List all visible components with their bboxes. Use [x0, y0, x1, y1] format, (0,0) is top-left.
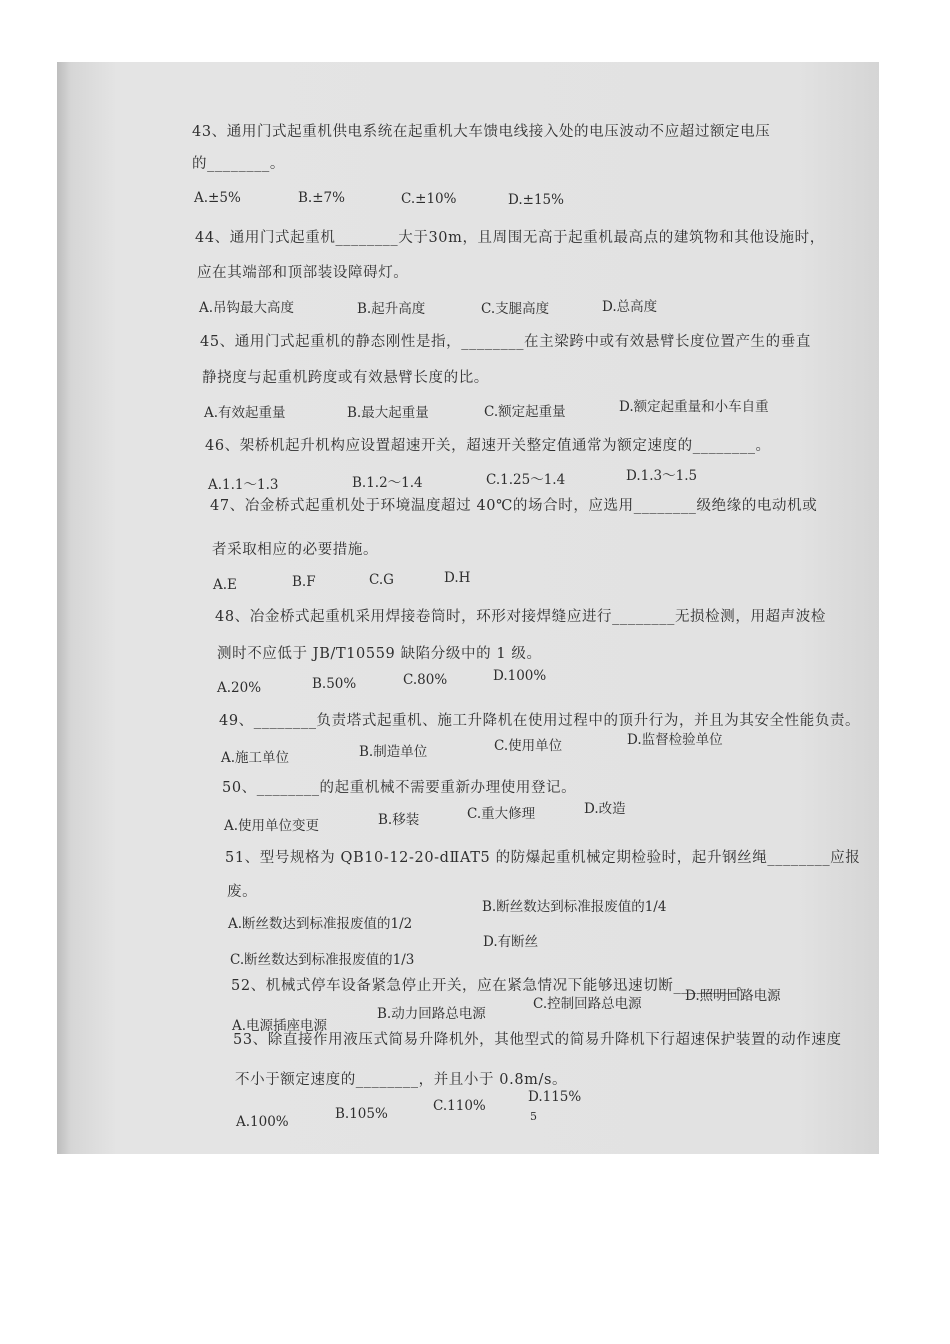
- question-53-line-2: 不小于额定速度的________，并且小于 0.8m/s。: [235, 1072, 568, 1088]
- question-43-choice-c: C.±10%: [401, 191, 457, 207]
- question-48-line-1: 48、冶金桥式起重机采用焊接卷筒时，环形对接焊缝应进行________无损检测，用超声波检: [215, 609, 826, 625]
- question-49-choice-a: A.施工单位: [221, 750, 290, 766]
- question-44-line-1: 44、通用门式起重机________大于30m，且周围无高于起重机最高点的建筑物和其他设施时，: [195, 230, 825, 246]
- question-45-choice-b: B.最大起重量: [347, 405, 429, 421]
- question-47-choice-c: C.G: [369, 572, 394, 588]
- question-50-choice-b: B.移装: [378, 812, 420, 828]
- question-48-choice-a: A.20%: [217, 680, 262, 696]
- question-43-line-1: 43、通用门式起重机供电系统在起重机大车馈电线接入处的电压波动不应超过额定电压: [192, 124, 771, 140]
- question-47-line-1: 47、冶金桥式起重机处于环境温度超过 40℃的场合时，应选用________级绝缘的电动机或: [210, 498, 818, 514]
- question-47-choice-a: A.E: [213, 577, 237, 593]
- question-49-choice-d: D.监督检验单位: [627, 732, 723, 748]
- question-52-choice-b: B.动力回路总电源: [377, 1006, 486, 1022]
- question-48-choice-b: B.50%: [312, 676, 357, 692]
- question-53-choice-d: D.115%: [528, 1089, 582, 1105]
- question-50-choice-c: C.重大修理: [467, 806, 536, 822]
- question-43-choice-d: D.±15%: [508, 192, 564, 208]
- question-51-choice-d: D.有断丝: [483, 934, 539, 950]
- page-number: 5: [530, 1110, 537, 1123]
- question-47-line-2: 者采取相应的必要措施。: [212, 542, 379, 558]
- question-47-choice-d: D.H: [444, 570, 471, 586]
- question-51-choice-a: A.断丝数达到标准报废值的1/2: [228, 916, 413, 932]
- question-51-line-2: 废。: [227, 884, 258, 900]
- question-46-choice-d: D.1.3～1.5: [626, 468, 698, 484]
- question-53-choice-c: C.110%: [433, 1098, 486, 1114]
- question-45-choice-d: D.额定起重量和小车自重: [619, 399, 769, 415]
- question-48-line-2: 测时不应低于 JB/T10559 缺陷分级中的 1 级。: [217, 646, 542, 662]
- question-43-choice-a: A.±5%: [194, 190, 241, 206]
- question-46-line-1: 46、架桥机起升机构应设置超速开关，超速开关整定值通常为额定速度的________。: [205, 438, 771, 454]
- question-52-line-1: 52、机械式停车设备紧急停止开关，应在紧急情况下能够迅速切断________。: [231, 978, 752, 994]
- question-44-choice-d: D.总高度: [602, 299, 658, 315]
- question-52-choice-d: D.照明回路电源: [685, 988, 781, 1004]
- question-45-line-2: 静挠度与起重机跨度或有效悬臂长度的比。: [202, 370, 489, 386]
- question-46-choice-b: B.1.2～1.4: [352, 475, 423, 491]
- question-53-line-1: 53、除直接作用液压式简易升降机外，其他型式的简易升降机下行超速保护装置的动作速度: [233, 1032, 842, 1048]
- question-48-choice-c: C.80%: [403, 672, 448, 688]
- question-50-choice-a: A.使用单位变更: [224, 818, 320, 834]
- question-50-choice-d: D.改造: [584, 801, 626, 817]
- question-53-choice-a: A.100%: [236, 1114, 289, 1130]
- question-48-choice-d: D.100%: [493, 668, 547, 684]
- question-45-choice-c: C.额定起重量: [484, 404, 566, 420]
- question-45-choice-a: A.有效起重量: [204, 405, 286, 421]
- question-46-choice-a: A.1.1～1.3: [208, 477, 279, 493]
- question-47-choice-b: B.F: [292, 574, 316, 590]
- question-46-choice-c: C.1.25～1.4: [486, 472, 566, 488]
- question-45-line-1: 45、通用门式起重机的静态刚性是指，________在主梁跨中或有效悬臂长度位置产生的垂直: [200, 334, 811, 350]
- exam-sheet: [57, 62, 879, 1154]
- question-51-choice-b: B.断丝数达到标准报废值的1/4: [482, 899, 667, 915]
- question-49-choice-c: C.使用单位: [494, 738, 563, 754]
- question-49-choice-b: B.制造单位: [359, 744, 428, 760]
- question-52-choice-c: C.控制回路总电源: [533, 996, 642, 1012]
- question-49-line-1: 49、________负责塔式起重机、施工升降机在使用过程中的顶升行为，并且为其安全性能负责。: [219, 713, 861, 729]
- question-43-choice-b: B.±7%: [298, 190, 345, 206]
- question-44-choice-b: B.起升高度: [357, 301, 426, 317]
- question-50-line-1: 50、________的起重机械不需要重新办理使用登记。: [222, 780, 577, 796]
- question-53-choice-b: B.105%: [335, 1106, 388, 1122]
- question-44-choice-c: C.支腿高度: [481, 301, 550, 317]
- question-44-line-2: 应在其端部和顶部装设障碍灯。: [197, 265, 409, 281]
- question-52-choice-a: A.电源插座电源: [232, 1018, 328, 1034]
- question-43-line-2: 的________。: [192, 156, 285, 172]
- question-44-choice-a: A.吊钩最大高度: [199, 300, 295, 316]
- exam-page-photo: [57, 62, 879, 1154]
- question-51-line-1: 51、型号规格为 QB10-12-20-dⅡAT5 的防爆起重机械定期检验时，起升钢丝绳________应报: [225, 850, 861, 866]
- question-51-choice-c: C.断丝数达到标准报废值的1/3: [230, 952, 415, 968]
